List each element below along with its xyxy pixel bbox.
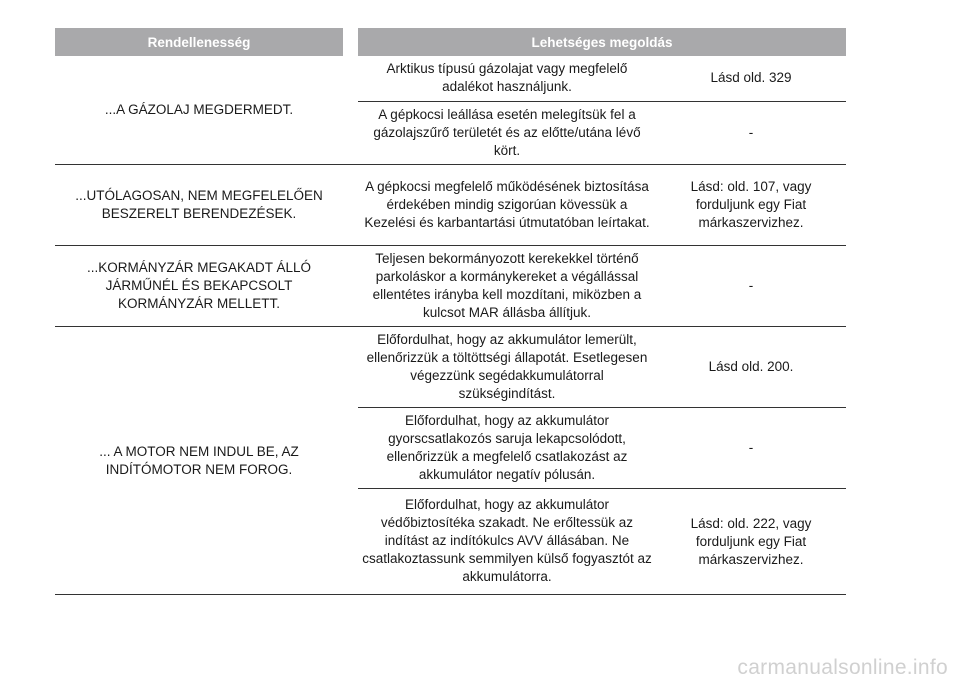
solution-row (358, 327, 846, 408)
cause-cell: ...KORMÁNYZÁR MEGAKADT ÁLLÓ JÁRMŰNÉL ÉS BEKAPCSOLT KORMÁNYZÁR MELLETT. (86, 260, 312, 311)
solution-text: A gépkocsi megfelelő működésének biztosítása érdekében mindig szigorúan kövessük a Kezelési és karbantartási útmutatóban leírtakat. (364, 178, 650, 230)
header-cause: Rendellenesség (55, 28, 343, 56)
cause-cell: ...A GÁZOLAJ MEGDERMEDT. (104, 102, 294, 117)
solution-reference: Lásd old. 200. (708, 359, 794, 374)
solution-reference: Lásd old. 329 (710, 70, 792, 85)
column-gap (343, 327, 358, 594)
solutions-cell (358, 327, 846, 594)
column-gap (343, 246, 358, 326)
solution-text: Előfordulhat, hogy az akkumulátor védőbiztosítéka szakadt. Ne erőltessük az indítást az indítókulcs AVV állásában. Ne csatlakoztassunk semmilyen külső fogyasztót az akkumulátorra. (362, 497, 652, 584)
solutions-cell (358, 165, 846, 245)
watermark: carmanualsonline.info (737, 656, 948, 679)
solution-text: Teljesen bekormányozott kerekekkel történő parkoláskor a kormánykereket a végállással ellentétes irányba kell mozdítani, miközben a kulcsot MAR állásba állítjuk. (372, 250, 642, 320)
cause-cell: ...UTÓLAGOSAN, NEM MEGFELELŐEN BESZERELT BERENDEZÉSEK. (75, 188, 323, 221)
column-gap (343, 165, 358, 245)
solution-text: A gépkocsi leállása esetén melegítsük fel a gázolajszűrő területét és az előtte/utána lévő kört. (373, 106, 641, 158)
solution-reference: Lásd: old. 222, vagy forduljunk egy Fiat márkaszervizhez. (690, 515, 812, 567)
table-header (55, 28, 846, 56)
solution-row (358, 489, 846, 594)
solution-text: Előfordulhat, hogy az akkumulátor lemerült, ellenőrizzük a töltöttségi állapotát. Esetlegesen végezzünk segédakkumulátorral szükségindítást. (366, 331, 648, 401)
solution-reference: - (748, 125, 754, 140)
solution-row (358, 246, 846, 326)
solution-row (358, 102, 846, 164)
header-gap (343, 28, 358, 56)
solution-reference: - (748, 278, 754, 293)
table-row-group (55, 56, 846, 165)
solution-row (358, 165, 846, 245)
solution-text: Arktikus típusú gázolajat vagy megfelelő adalékot használjunk. (386, 61, 628, 94)
solution-text: Előfordulhat, hogy az akkumulátor gyorscsatlakozós saruja lekapcsolódott, ellenőrizzük a megfelelő csatlakozást az akkumulátor negatív pólusán. (386, 412, 628, 482)
solution-reference: Lásd: old. 107, vagy forduljunk egy Fiat márkaszervizhez. (690, 179, 812, 230)
cause-cell: ... A MOTOR NEM INDUL BE, AZ INDÍTÓMOTOR NEM FOROG. (99, 443, 299, 477)
solutions-cell (358, 246, 846, 326)
solutions-cell (358, 56, 846, 164)
troubleshooting-table (55, 28, 846, 595)
column-gap (343, 56, 358, 164)
table-row-group (55, 327, 846, 595)
table-row-group (55, 246, 846, 327)
header-solution: Lehetséges megoldás (358, 28, 846, 56)
solution-reference: - (748, 440, 754, 455)
table-row-group (55, 165, 846, 246)
solution-row (358, 408, 846, 489)
solution-row (358, 56, 846, 102)
